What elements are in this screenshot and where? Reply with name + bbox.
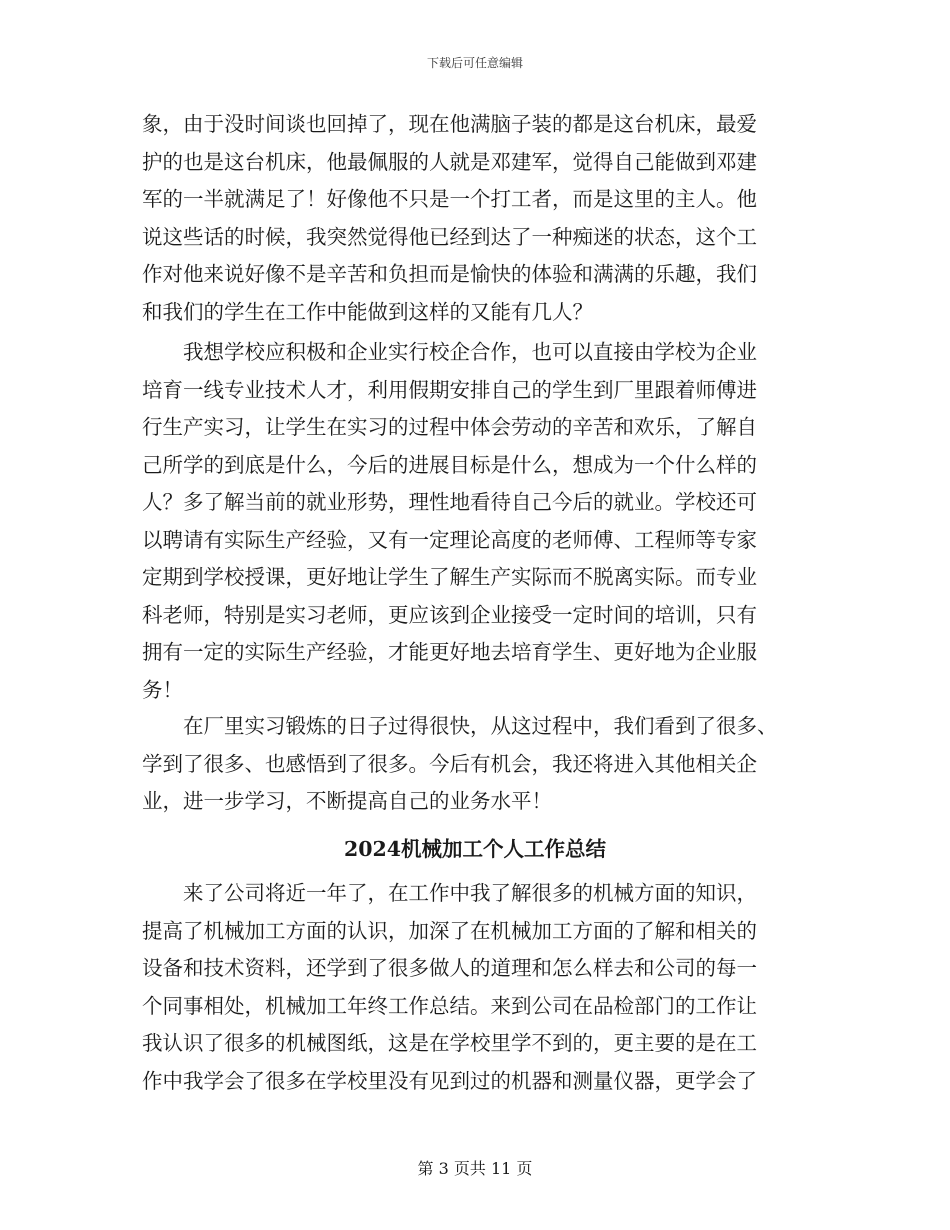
para2-line: 拥有一定的实际生产经验，才能更好地去培育学生、更好地为企业服 <box>142 640 757 664</box>
page-footer: 第 3 页共 11 页 <box>417 1159 533 1178</box>
para1-line: 和我们的学生在工作中能做到这样的又能有几人？ <box>142 299 593 324</box>
para2-line: 培育一线专业技术人才，利用假期安排自己的学生到厂里跟着师傅进 <box>142 377 757 402</box>
section-title: 2024机械加工个人工作总结 <box>343 837 607 861</box>
para1-line: 护的也是这台机床，他最佩服的人就是邓建军，觉得自己能做到邓建 <box>142 149 757 174</box>
para3-line: 在厂里实习锻炼的日子过得很快，从这过程中，我们看到了很多、 <box>183 714 778 738</box>
para4-line: 个同事相处，机械加工年终工作总结。来到公司在品检部门的工作让 <box>142 993 757 1018</box>
para1-line: 军的一半就满足了！好像他不只是一个打工者，而是这里的主人。他 <box>142 187 757 211</box>
para4-line: 来了公司将近一年了，在工作中我了解很多的机械方面的知识， <box>183 881 757 905</box>
para1-line: 象，由于没时间谈也回掉了，现在他满脑子装的都是这台机床，最爱 <box>142 112 757 136</box>
para4-line: 设备和技术资料，还学到了很多做人的道理和怎么样去和公司的每一 <box>142 956 757 980</box>
para2-line: 定期到学校授课，更好地让学生了解生产实际而不脱离实际。而专业 <box>142 565 757 589</box>
para4-line: 提高了机械加工方面的认识，加深了在机械加工方面的了解和相关的 <box>142 918 757 943</box>
para2-line: 己所学的到底是什么，今后的进展目标是什么，想成为一个什么样的 <box>142 452 757 477</box>
page-header: 下载后可任意编辑 <box>426 56 523 70</box>
para1-line: 说这些话的时候，我突然觉得他已经到达了一种痴迷的状态，这个工 <box>142 224 757 249</box>
para4-line: 我认识了很多的机械图纸，这是在学校里学不到的，更主要的是在工 <box>142 1031 757 1055</box>
para2-line: 科老师，特别是实习老师，更应该到企业接受一定时间的培训，只有 <box>142 602 757 627</box>
para2-line: 人？多了解当前的就业形势，理性地看待自己今后的就业。学校还可 <box>142 490 757 514</box>
para4-line: 作中我学会了很多在学校里没有见到过的机器和测量仪器，更学会了 <box>142 1068 757 1093</box>
para2-line: 行生产实习，让学生在实习的过程中体会劳动的辛苦和欢乐，了解自 <box>142 415 757 439</box>
para2-line: 我想学校应积极和企业实行校企合作，也可以直接由学校为企业 <box>183 340 757 364</box>
para3-line: 学到了很多、也感悟到了很多。今后有机会，我还将进入其他相关企 <box>142 751 757 776</box>
para2-line: 以聘请有实际生产经验，又有一定理论高度的老师傅、工程师等专家 <box>142 527 757 552</box>
para2-line: 务！ <box>142 677 183 702</box>
para3-line: 业，进一步学习，不断提高自己的业务水平！ <box>142 789 552 813</box>
para1-line: 作对他来说好像不是辛苦和负担而是愉快的体验和满满的乐趣，我们 <box>142 262 757 286</box>
